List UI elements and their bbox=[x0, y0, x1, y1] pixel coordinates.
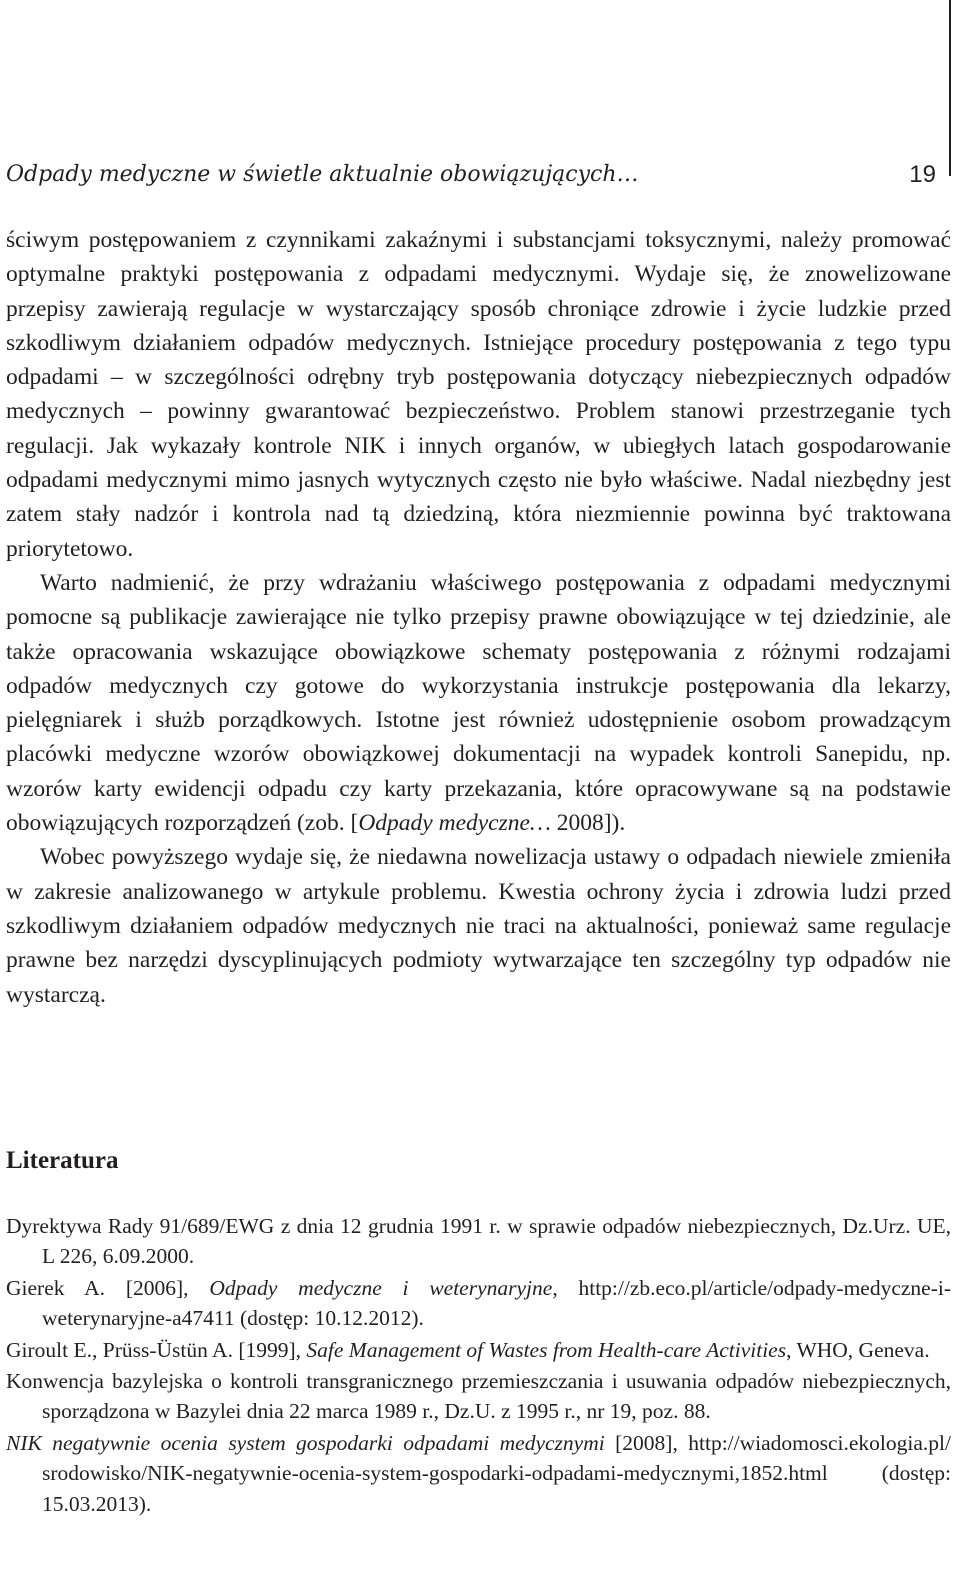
paragraph-1: ściwym postępowaniem z czynnikami zakaźnymi i substancjami toksycznymi, należy promować optymalne praktyki postępowania z odpadami medycznymi. Wydaje się, że znowelizowane przepisy zawierają regulacje w wystarczający sposób chroniące zdrowie i życie ludzkie przed szkodliwym działaniem odpadów medycznych. Istniejące procedury postępowania z tego typu odpadami – w szczególności odrębny tryb postępowania dotyczący niebezpiecznych odpadów medycznych – powinny gwarantować bezpieczeństwo. Problem stanowi przestrzeganie tych regulacji. Jak wykazały kontrole NIK i innych organów, w ubiegłych latach gospodarowanie odpadami medycznymi mimo jasnych wytycznych często nie było właściwe. Nadal niezbędny jest zatem stały nadzór i kontrola nad tą dziedziną, która niezmiennie powinna być traktowana priorytetowo. bbox=[6, 227, 951, 562]
reference-text: Konwencja bazylejska o kontroli transgranicznego przemieszczania i usuwania odpadów niebezpiecznych, sporządzona w Bazylei dnia 22 marca 1989 r., Dz.U. z 1995 r., nr 19, poz. 88. bbox=[6, 1369, 951, 1424]
literature-heading: Literatura bbox=[6, 1147, 119, 1174]
reference-item bbox=[6, 1273, 951, 1334]
reference-item bbox=[6, 1211, 951, 1272]
reference-italic: Safe Management of Wastes from Health-care Activities bbox=[306, 1337, 787, 1362]
reference-italic: NIK negatywnie ocenia system gospodarki odpadami medycznymi bbox=[6, 1430, 605, 1455]
page-number: 19 bbox=[909, 161, 936, 188]
reference-text: Gierek A. [2006], bbox=[6, 1275, 210, 1300]
paragraph-2-text: Warto nadmienić, że przy wdrażaniu właściwego postępowania z odpadami medycznymi pomocne są publikacje zawierające nie tylko przepisy prawne obowiązujące w tej dziedzinie, ale także opracowania wskazujące obowiązkowe schematy postępowania z różnymi rodzajami odpadów medycznych czy gotowe do wykorzystania instrukcje postępowania dla lekarzy, pielęgniarek i służb porządkowych. Istotne jest również udostępnienie osobom prowadzącym placówki medyczne wzorów obowiązkowej dokumentacji na wypadek kontroli Sanepidu, np. wzorów karty ewidencji odpadu czy karty przekazania, które opracowywane są na podstawie obowiązujących rozporządzeń (zob. [ bbox=[6, 569, 951, 837]
running-head-title: Odpady medyczne w świetle aktualnie obowiązujących… bbox=[6, 162, 639, 187]
paragraph-3: Wobec powyższego wydaje się, że niedawna nowelizacja ustawy o odpadach niewiele zmieniła w zakresie analizowanego w artykule problemu. Kwestia ochrony życia i zdrowia ludzi przed szkodliwym działaniem odpadów medycznych nie traci na aktualności, ponieważ same regulacje prawne bez narzędzi dyscyplinujących podmioty wytwarzające ten szczególny typ odpadów nie wystarczą. bbox=[6, 844, 951, 1008]
reference-text: Giroult E., Prüss-Üstün A. [1999], bbox=[6, 1337, 307, 1362]
running-head bbox=[6, 157, 936, 193]
reference-text: Dyrektywa Rady 91/689/EWG z dnia 12 grudnia 1991 r. w sprawie odpadów niebezpiecznych, Dz.Urz. UE, L 226, 6.09.2000. bbox=[6, 1214, 951, 1269]
margin-rule bbox=[949, 0, 951, 176]
reference-item bbox=[6, 1428, 951, 1519]
citation-year: 2008]). bbox=[550, 810, 626, 837]
paragraph-2 bbox=[6, 566, 951, 840]
references-list bbox=[6, 1211, 951, 1520]
reference-tail: , WHO, Geneva. bbox=[786, 1337, 930, 1362]
reference-item bbox=[6, 1335, 951, 1365]
reference-italic: Odpady medyczne i weterynaryjne bbox=[209, 1275, 553, 1300]
body-text bbox=[6, 223, 951, 1012]
reference-tail: , http://zb.eco.pl/article/odpady-medyczne-i-weterynaryjne-a47411 (dostęp: 10.12.2012). bbox=[42, 1275, 952, 1331]
reference-item bbox=[6, 1366, 951, 1427]
reference-tail: [2008], http://wiadomosci.ekologia.pl/ srodowisko/NIK-negatywnie-ocenia-system-gospodarki-odpadami-medycznymi,1852.html (dostęp: 15.03.2013). bbox=[42, 1430, 951, 1516]
citation-italic: Odpady medyczne… bbox=[358, 810, 551, 837]
